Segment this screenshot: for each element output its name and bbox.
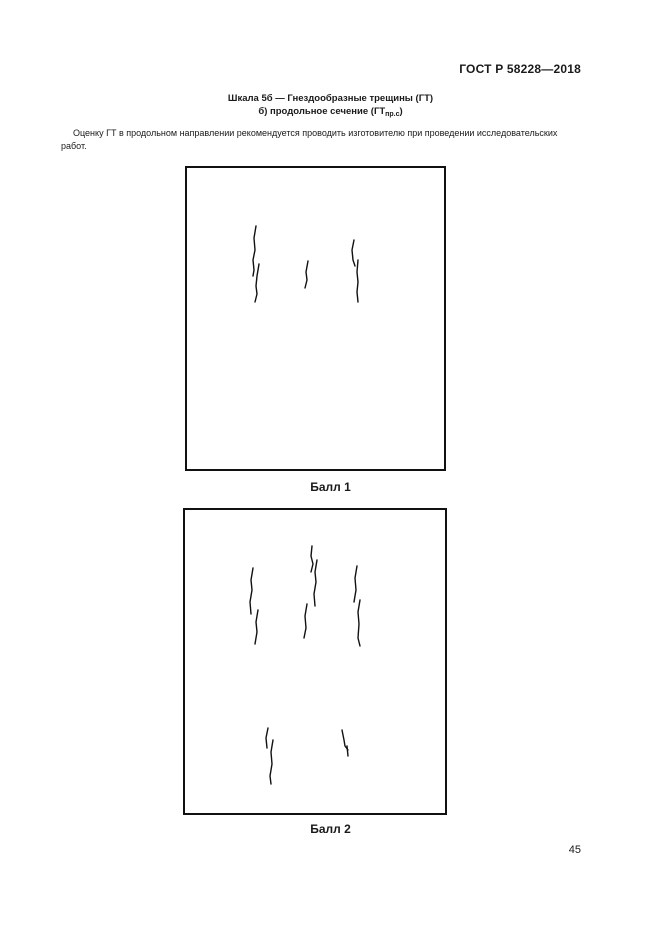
crack-line: [357, 260, 358, 302]
crack-line: [347, 746, 348, 756]
crack-line: [255, 610, 258, 644]
crack-pattern-score-2: [185, 510, 445, 813]
scale-title-line1: Шкала 5б — Гнездообразные трещины (ГТ): [227, 93, 434, 104]
scale-title-line2-suffix: ): [399, 106, 403, 117]
specimen-image-score-2: [183, 508, 447, 815]
crack-line: [255, 264, 259, 302]
specimen-image-score-1: [185, 166, 446, 471]
page-number: 45: [568, 844, 581, 856]
crack-line: [314, 560, 317, 606]
crack-line: [253, 226, 256, 276]
crack-line: [266, 728, 268, 748]
crack-line: [270, 740, 273, 784]
crack-line: [311, 546, 313, 572]
scale-title-subscript: пр.с: [385, 111, 400, 118]
standard-number: ГОСТ Р 58228—2018: [459, 62, 581, 76]
scale-title-line2-prefix: б) продольное сечение (ГТ: [258, 106, 386, 117]
caption-score-2: Балл 2: [310, 822, 351, 836]
crack-line: [358, 600, 360, 646]
crack-pattern-score-1: [187, 168, 444, 469]
scale-title: [0, 92, 661, 121]
intro-paragraph: Оценку ГТ в продольном направлении рекомендуется проводить изготовителю при проведении исследовательских работ.: [61, 128, 558, 151]
crack-line: [354, 566, 357, 602]
scale-title-line2: [0, 105, 661, 121]
crack-line: [304, 604, 307, 638]
caption-score-1: Балл 1: [310, 480, 351, 494]
crack-line: [352, 240, 355, 266]
crack-line: [305, 261, 308, 288]
crack-line: [250, 568, 253, 614]
